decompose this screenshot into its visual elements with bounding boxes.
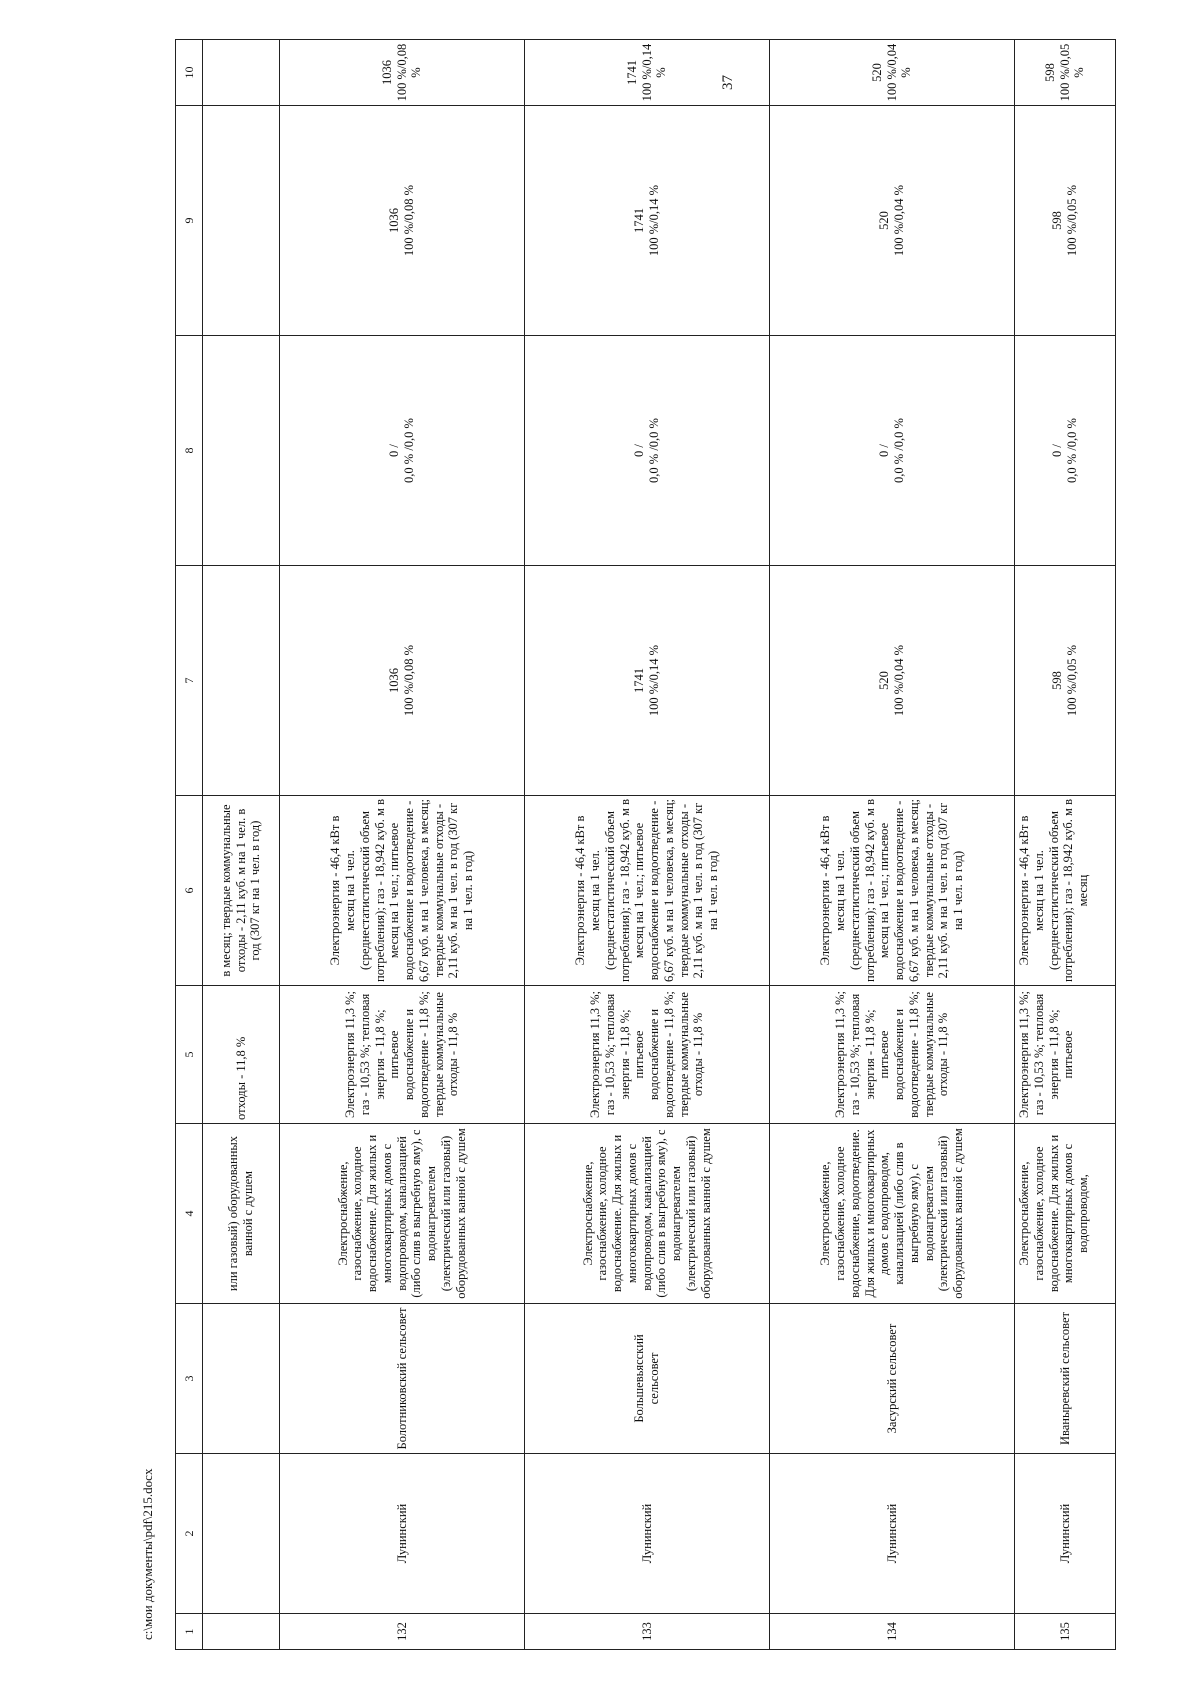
value: 0,0 % /0,0 % (647, 418, 661, 483)
table-cell (203, 566, 280, 796)
value: 598 (1042, 63, 1057, 82)
table-cell: отходы - 11,8 % (203, 986, 280, 1124)
value: 100 %/0,08 % (402, 184, 416, 257)
volumes-cell: Электроэнергия - 46,4 кВт в месяц на 1 чел. (среднестатистический объем потребления); газ - 18,942 куб. м в месяц на 1 чел.; питьевое водоснабжение и водоотведение - 6,67 куб. м на 1 человека, в месяц; твердые коммунальные отходы - 2,11 куб. м на 1 чел. в год (307 кг на 1 чел. в год) (280, 796, 525, 986)
table-cell: в месяц; твердые коммунальные отходы - 2,11 куб. м на 1 чел. в год (307 кг на 1 чел. в год) (203, 796, 280, 986)
services-cell: Электроснабжение, газоснабжение, холодное водоснабжение. Для жилых и многоквартирных домов с водопроводом, канализацией (либо слив в выгребную яму), с водонагревателем (электрический или газовый) оборудованных ванной с душем (525, 1124, 770, 1304)
value: 520 (877, 211, 892, 230)
value: 100 %/0,08 % (394, 43, 424, 102)
value: 100 %/0,05 % (1065, 644, 1079, 717)
value: 0 / (387, 444, 402, 457)
value: 0,0 % /0,0 % (892, 418, 906, 483)
row-number: 135 (1015, 1614, 1116, 1650)
value: 1036 (379, 60, 394, 85)
value: 100 %/0,14 % (647, 184, 661, 257)
value: 100 %/0,14 % (647, 644, 661, 717)
district-cell: Лунинский (770, 1454, 1015, 1614)
council-cell: Засурский сельсовет (770, 1304, 1015, 1454)
header-cell: 8 (176, 336, 203, 566)
col7-cell (280, 566, 525, 796)
value: 520 (869, 63, 884, 82)
council-cell: Болотниковский сельсовет (280, 1304, 525, 1454)
col8-cell (770, 336, 1015, 566)
value: 100 %/0,05 % (1057, 43, 1087, 102)
table-cell: или газовый) оборудованных ванной с душем (203, 1124, 280, 1304)
table-cell (203, 106, 280, 336)
percent-cell: Электроэнергия 11,3 %; газ - 10,53 %; тепловая энергия - 11,8 %; питьевое (1015, 986, 1116, 1124)
header-cell: 4 (176, 1124, 203, 1304)
col10-cell (525, 40, 770, 106)
value: 0 / (877, 444, 892, 457)
header-cell: 5 (176, 986, 203, 1124)
table-cell (203, 40, 280, 106)
page-number: 37 (720, 75, 736, 90)
footer-file-path: c:\мои документы\pdf\215.docx (140, 1468, 155, 1640)
value: 598 (1050, 671, 1065, 690)
value: 1036 (387, 668, 402, 693)
table-cell (203, 1614, 280, 1650)
row-number: 132 (280, 1614, 525, 1650)
col10-cell (770, 40, 1015, 106)
volumes-cell: Электроэнергия - 46,4 кВт в месяц на 1 чел. (среднестатистический объем потребления); газ - 18,942 куб. м в месяц на 1 чел.; питьевое водоснабжение и водоотведение - 6,67 куб. м на 1 человека, в месяц; твердые коммунальные отходы - 2,11 куб. м на 1 чел. в год (307 кг на 1 чел. в год) (525, 796, 770, 986)
value: 0,0 % /0,0 % (1065, 418, 1079, 483)
percent-cell: Электроэнергия 11,3 %; газ - 10,53 %; тепловая энергия - 11,8 %; питьевое водоснабжение и водоотведение - 11,8 %; твердые коммунальные отходы - 11,8 % (525, 986, 770, 1124)
header-cell: 2 (176, 1454, 203, 1614)
header-cell: 3 (176, 1304, 203, 1454)
value: 1741 (624, 60, 639, 85)
value: 1741 (632, 208, 647, 233)
col10-cell (1015, 40, 1116, 106)
value: 100 %/0,04 % (892, 184, 906, 257)
col7-cell (770, 566, 1015, 796)
header-cell: 6 (176, 796, 203, 986)
services-cell: Электроснабжение, газоснабжение, холодное водоснабжение, водоотведение. Для жилых и многоквартирных домов с водопроводом, канализацией (либо слив в выгребную яму), с водонагревателем (электрический или газовый) оборудованных ванной с душем (770, 1124, 1015, 1304)
col10-cell (280, 40, 525, 106)
value: 1036 (387, 208, 402, 233)
table-cell (203, 1304, 280, 1454)
tariff-table (175, 39, 1116, 1650)
value: 0 / (632, 444, 647, 457)
value: 520 (877, 671, 892, 690)
table-row-continuation (203, 40, 280, 1650)
row-number: 134 (770, 1614, 1015, 1650)
volumes-cell: Электроэнергия - 46,4 кВт в месяц на 1 чел. (среднестатистический объем потребления); газ - 18,942 куб. м в месяц на 1 чел.; питьевое водоснабжение и водоотведение - 6,67 куб. м на 1 человека, в месяц; твердые коммунальные отходы - 2,11 куб. м на 1 чел. в год (307 кг на 1 чел. в год) (770, 796, 1015, 986)
district-cell: Лунинский (1015, 1454, 1116, 1614)
header-row (176, 40, 203, 1650)
col7-cell (1015, 566, 1116, 796)
value: 1741 (632, 668, 647, 693)
council-cell: Большевьясский сельсовет (525, 1304, 770, 1454)
col9-cell (770, 106, 1015, 336)
council-cell: Иваныревский сельсовет (1015, 1304, 1116, 1454)
col9-cell (280, 106, 525, 336)
header-cell: 1 (176, 1614, 203, 1650)
percent-cell: Электроэнергия 11,3 %; газ - 10,53 %; тепловая энергия - 11,8 %; питьевое водоснабжение и водоотведение - 11,8 %; твердые коммунальные отходы - 11,8 % (770, 986, 1015, 1124)
col8-cell (525, 336, 770, 566)
col8-cell (280, 336, 525, 566)
table-cell (203, 336, 280, 566)
table-row (525, 40, 770, 1650)
rotated-table-container (175, 40, 1175, 1650)
services-cell: Электроснабжение, газоснабжение, холодное водоснабжение. Для жилых и многоквартирных домов с водопроводом, (1015, 1124, 1116, 1304)
header-cell: 9 (176, 106, 203, 336)
table-row (280, 40, 525, 1650)
percent-cell: Электроэнергия 11,3 %; газ - 10,53 %; тепловая энергия - 11,8 %; питьевое водоснабжение и водоотведение - 11,8 %; твердые коммунальные отходы - 11,8 % (280, 986, 525, 1124)
table-row (1015, 40, 1116, 1650)
value: 100 %/0,08 % (402, 644, 416, 717)
value: 0 / (1050, 444, 1065, 457)
col9-cell (525, 106, 770, 336)
header-cell: 7 (176, 566, 203, 796)
value: 0,0 % /0,0 % (402, 418, 416, 483)
value: 100 %/0,04 % (892, 644, 906, 717)
col7-cell (525, 566, 770, 796)
header-cell: 10 (176, 40, 203, 106)
row-number: 133 (525, 1614, 770, 1650)
volumes-cell: Электроэнергия - 46,4 кВт в месяц на 1 чел. (среднестатистический объем потребления); газ - 18,942 куб. м в месяц (1015, 796, 1116, 986)
value: 100 %/0,14 % (639, 43, 669, 102)
district-cell: Лунинский (525, 1454, 770, 1614)
services-cell: Электроснабжение, газоснабжение, холодное водоснабжение. Для жилых и многоквартирных домов с водопроводом, канализацией (либо слив в выгребную яму), с водонагревателем (электрический или газовый) оборудованных ванной с душем (280, 1124, 525, 1304)
value: 100 %/0,05 % (1065, 184, 1079, 257)
col9-cell (1015, 106, 1116, 336)
table-row (770, 40, 1015, 1650)
table-cell (203, 1454, 280, 1614)
value: 100 %/0,04 % (884, 43, 914, 102)
district-cell: Лунинский (280, 1454, 525, 1614)
col8-cell (1015, 336, 1116, 566)
value: 598 (1050, 211, 1065, 230)
